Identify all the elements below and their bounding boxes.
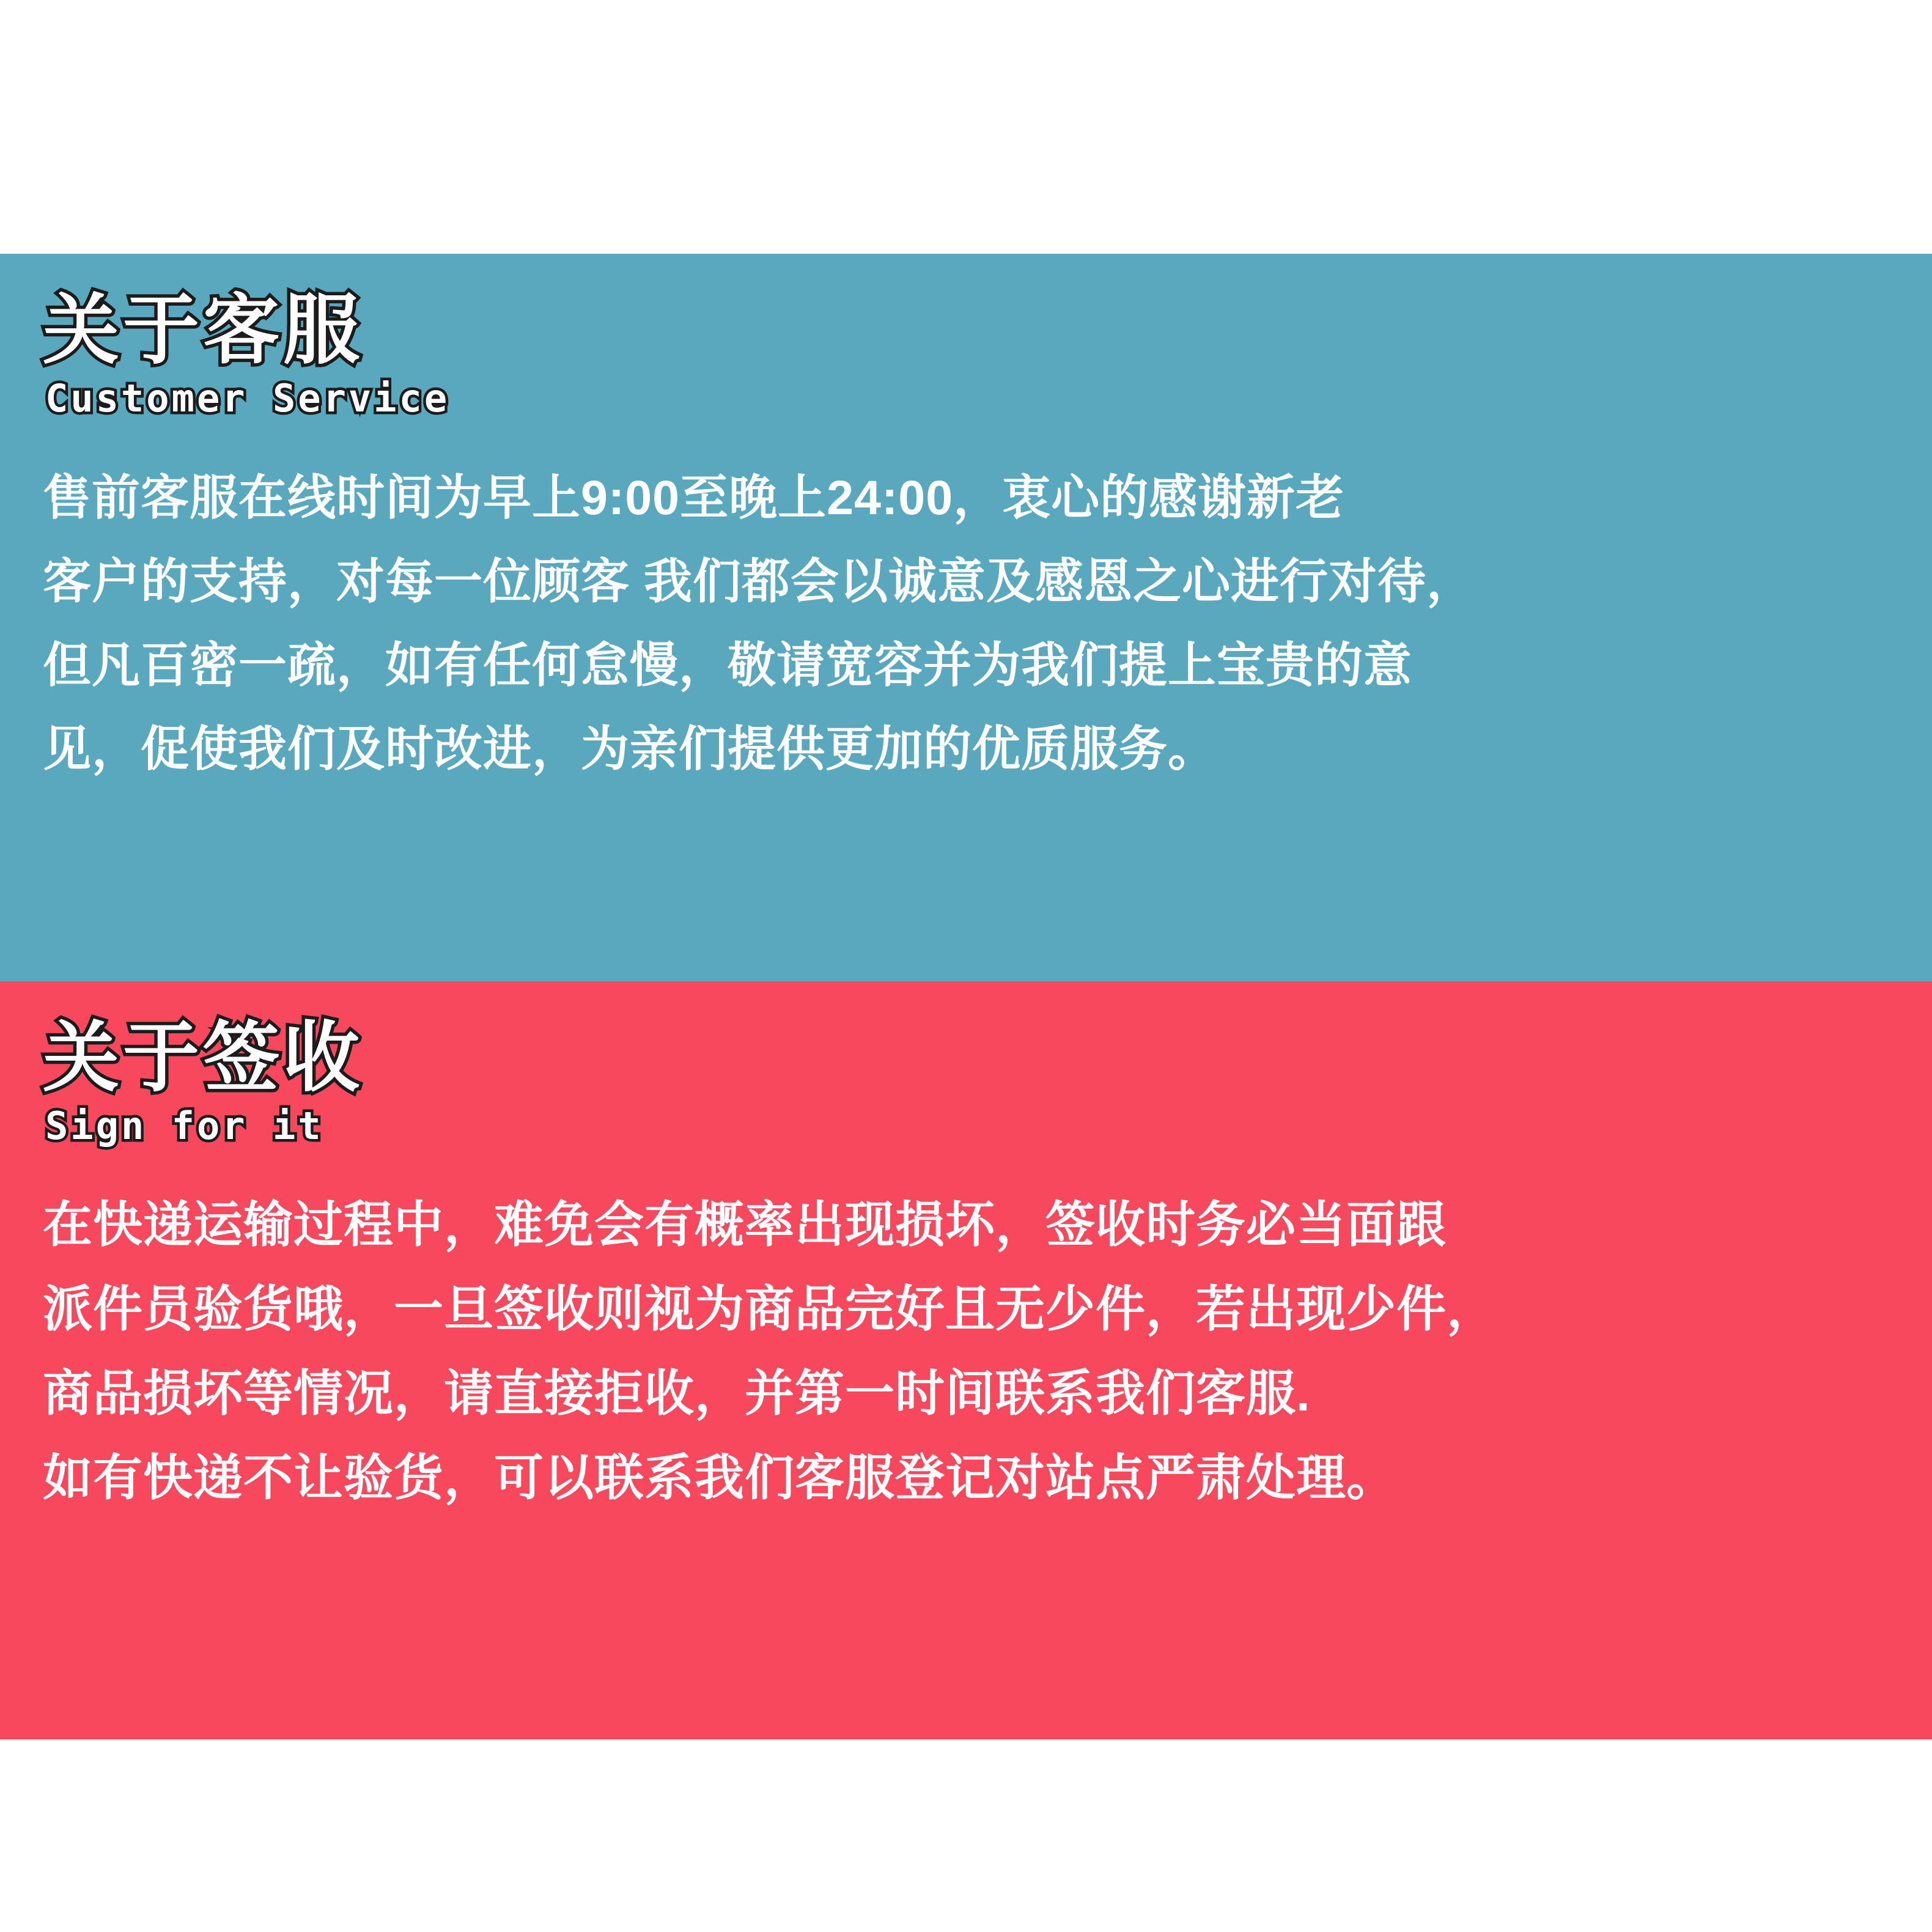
customer-service-line-4: 见，促使我们及时改进，为亲们提供更加的优质服务。 [43,721,1217,776]
sign-for-it-title-cn: 关于签收 [43,1016,363,1101]
section-customer-service [0,254,1932,981]
customer-service-line-1: 售前客服在线时间为早上9:00至晚上24:00，衷心的感谢新老 [43,470,1345,525]
sign-for-it-line-4: 如有快递不让验货，可以联系我们客服登记对站点严肃处理。 [43,1450,1397,1506]
customer-service-heading [43,290,1889,419]
customer-service-title-cn: 关于客服 [43,288,363,373]
sign-for-it-line-3: 商品损坏等情况，请直接拒收，并第一时间联系我们客服. [43,1366,1311,1421]
customer-service-body [43,457,1889,789]
sign-for-it-line-2: 派件员验货哦，一旦签收则视为商品完好且无少件，若出现少件， [43,1281,1497,1337]
sign-for-it-title-en: Sign for it [45,1103,323,1148]
section-sign-for-it [0,981,1932,1739]
sign-for-it-heading [43,1018,1889,1147]
sign-for-it-body [43,1185,1889,1519]
customer-service-title-en: Customer Service [45,375,450,421]
customer-service-line-2: 客户的支持，对每一位顾客 我们都会以诚意及感恩之心进行对待， [43,553,1475,608]
sign-for-it-line-1: 在快递运输过程中，难免会有概率出现损坏，签收时务必当面跟 [43,1197,1447,1253]
customer-service-line-3: 但凡百密一疏，如有任何怠慢，敬请宽容并为我们提上宝贵的意 [43,637,1412,692]
